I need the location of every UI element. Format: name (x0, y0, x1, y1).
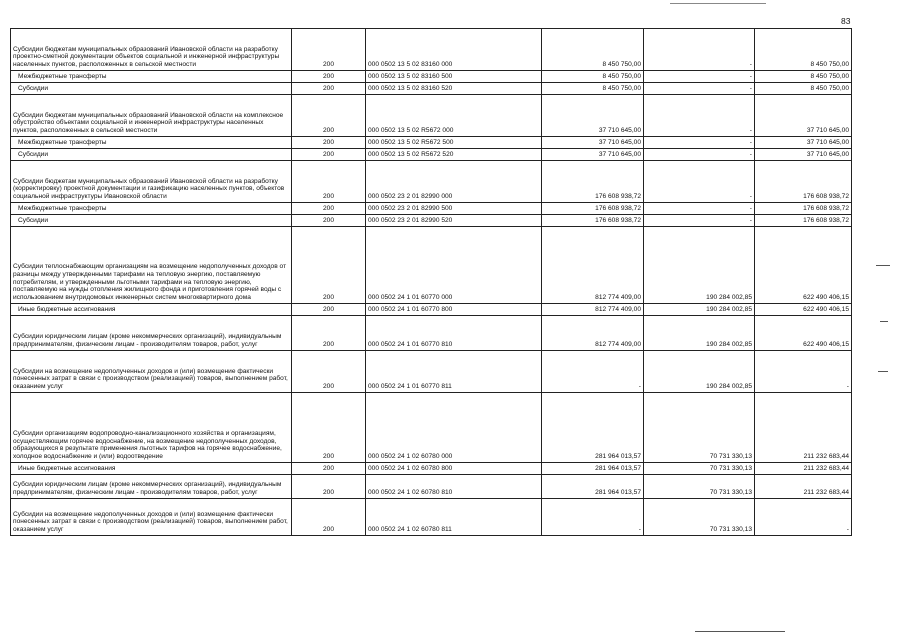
row-remaining-amount: 176 608 938,72 (755, 161, 852, 203)
row-line-code: 200 (292, 475, 366, 499)
row-approved-amount: 812 774 409,00 (542, 304, 644, 316)
row-line-code: 200 (292, 203, 366, 215)
table-row (11, 393, 852, 463)
row-approved-amount: - (542, 499, 644, 536)
row-remaining-amount: 211 232 683,44 (755, 393, 852, 463)
row-description: Межбюджетные трансферты (11, 137, 292, 149)
row-description: Субсидии юридическим лицам (кроме некоммерческих организаций), индивидуальным предпринимателям, физическим лицам - производителям товаров, работ, услуг (11, 475, 292, 499)
row-budget-code: 000 0502 13 5 02 R5672 000 (366, 95, 542, 137)
row-remaining-amount: 211 232 683,44 (755, 475, 852, 499)
row-remaining-amount: 622 490 406,15 (755, 316, 852, 351)
page-number: 83 (841, 16, 851, 26)
row-remaining-amount: 622 490 406,15 (755, 227, 852, 304)
row-description: Субсидии бюджетам муниципальных образований Ивановской области на разработку (корректировку) проектной документации и газификацию населенных пунктов, объектов социальной инфраструктуры Ивановской области (11, 161, 292, 203)
row-line-code: 200 (292, 137, 366, 149)
row-line-code: 200 (292, 95, 366, 137)
row-remaining-amount: 8 450 750,00 (755, 29, 852, 71)
row-approved-amount: 8 450 750,00 (542, 71, 644, 83)
row-approved-amount: 37 710 645,00 (542, 149, 644, 161)
row-budget-code: 000 0502 23 2 01 82990 000 (366, 161, 542, 203)
row-remaining-amount: 622 490 406,15 (755, 304, 852, 316)
table-row (11, 83, 852, 95)
row-description: Иные бюджетные ассигнования (11, 463, 292, 475)
row-line-code: 200 (292, 29, 366, 71)
row-description: Субсидии бюджетам муниципальных образований Ивановской области на разработку проектно-сметной документации объектов социальной и инженерной инфраструктуры населенных пунктов, расположенных в сельской местности (11, 29, 292, 71)
row-description: Субсидии теплоснабжающим организациям на возмещение недополученных доходов от разницы между утвержденными тарифами на тепловую энергию, поставляемую потребителям, и утвержденными льготными тарифами на тепловую энергию, поставляемую на нужды отопления жилищного фонда и приготовления горячей воды с использованием внутридомовых инженерных систем многоквартирного дома (11, 227, 292, 304)
row-approved-amount: 281 964 013,57 (542, 475, 644, 499)
row-line-code: 200 (292, 149, 366, 161)
row-approved-amount: 812 774 409,00 (542, 227, 644, 304)
row-executed-amount: - (644, 203, 755, 215)
table-row (11, 95, 852, 137)
row-executed-amount: - (644, 29, 755, 71)
row-budget-code: 000 0502 24 1 01 60770 810 (366, 316, 542, 351)
row-description: Межбюджетные трансферты (11, 203, 292, 215)
top-rule (670, 3, 766, 4)
row-description: Субсидии (11, 215, 292, 227)
row-line-code: 200 (292, 393, 366, 463)
row-remaining-amount: 211 232 683,44 (755, 463, 852, 475)
margin-mark (876, 265, 890, 266)
margin-mark (878, 371, 888, 372)
row-remaining-amount: - (755, 351, 852, 393)
row-executed-amount: 70 731 330,13 (644, 499, 755, 536)
row-description: Субсидии организациям водопроводно-канализационного хозяйства и организациям, осуществляющим горячее водоснабжение, на возмещение недополученных доходов, образующихся в результате применения льготных тарифов на горячее водоснабжение, холодное водоснабжение и (или) водоотведение (11, 393, 292, 463)
row-line-code: 200 (292, 463, 366, 475)
table-row (11, 316, 852, 351)
row-executed-amount: 70 731 330,13 (644, 463, 755, 475)
row-budget-code: 000 0502 13 5 02 R5672 520 (366, 149, 542, 161)
row-remaining-amount: 8 450 750,00 (755, 71, 852, 83)
row-executed-amount: - (644, 215, 755, 227)
row-description: Субсидии на возмещение недополученных доходов и (или) возмещение фактически понесенных затрат в связи с производством (реализацией) товаров, выполнением работ, оказанием услуг (11, 351, 292, 393)
row-line-code: 200 (292, 316, 366, 351)
row-line-code: 200 (292, 304, 366, 316)
row-remaining-amount: 176 608 938,72 (755, 203, 852, 215)
row-description: Субсидии (11, 83, 292, 95)
row-budget-code: 000 0502 24 1 02 60780 800 (366, 463, 542, 475)
row-executed-amount: 190 284 002,85 (644, 316, 755, 351)
row-description: Иные бюджетные ассигнования (11, 304, 292, 316)
table-row (11, 463, 852, 475)
row-description: Межбюджетные трансферты (11, 71, 292, 83)
table-row (11, 227, 852, 304)
row-budget-code: 000 0502 24 1 02 60780 810 (366, 475, 542, 499)
row-line-code: 200 (292, 83, 366, 95)
row-executed-amount: 70 731 330,13 (644, 393, 755, 463)
table-row (11, 475, 852, 499)
row-line-code: 200 (292, 71, 366, 83)
row-approved-amount: 176 608 938,72 (542, 161, 644, 203)
table-row (11, 203, 852, 215)
row-remaining-amount: - (755, 499, 852, 536)
table-row (11, 71, 852, 83)
row-line-code: 200 (292, 227, 366, 304)
row-executed-amount: 190 284 002,85 (644, 304, 755, 316)
margin-mark (880, 321, 888, 322)
row-budget-code: 000 0502 23 2 01 82990 500 (366, 203, 542, 215)
table-row (11, 149, 852, 161)
row-budget-code: 000 0502 23 2 01 82990 520 (366, 215, 542, 227)
row-line-code: 200 (292, 499, 366, 536)
row-approved-amount: - (542, 351, 644, 393)
row-description: Субсидии на возмещение недополученных доходов и (или) возмещение фактически понесенных затрат в связи с производством (реализацией) товаров, выполнением работ, оказанием услуг (11, 499, 292, 536)
row-approved-amount: 8 450 750,00 (542, 29, 644, 71)
row-budget-code: 000 0502 24 1 01 60770 811 (366, 351, 542, 393)
row-approved-amount: 8 450 750,00 (542, 83, 644, 95)
row-executed-amount: 190 284 002,85 (644, 351, 755, 393)
table-row (11, 161, 852, 203)
row-remaining-amount: 37 710 645,00 (755, 137, 852, 149)
table-row (11, 499, 852, 536)
table-row (11, 137, 852, 149)
row-remaining-amount: 37 710 645,00 (755, 95, 852, 137)
row-remaining-amount: 176 608 938,72 (755, 215, 852, 227)
row-executed-amount: - (644, 71, 755, 83)
row-approved-amount: 176 608 938,72 (542, 215, 644, 227)
row-description: Субсидии (11, 149, 292, 161)
row-line-code: 200 (292, 215, 366, 227)
row-budget-code: 000 0502 13 5 02 83160 000 (366, 29, 542, 71)
row-executed-amount: - (644, 95, 755, 137)
row-remaining-amount: 8 450 750,00 (755, 83, 852, 95)
row-executed-amount: - (644, 83, 755, 95)
row-executed-amount: - (644, 161, 755, 203)
row-budget-code: 000 0502 13 5 02 R5672 500 (366, 137, 542, 149)
row-description: Субсидии бюджетам муниципальных образований Ивановской области на комплексное обустройство объектами социальной и инженерной инфраструктуры населенных пунктов, расположенных в сельской местности (11, 95, 292, 137)
budget-execution-table (10, 28, 852, 536)
row-budget-code: 000 0502 13 5 02 83160 520 (366, 83, 542, 95)
row-line-code: 200 (292, 161, 366, 203)
row-budget-code: 000 0502 24 1 02 60780 811 (366, 499, 542, 536)
row-description: Субсидии юридическим лицам (кроме некоммерческих организаций), индивидуальным предпринимателям, физическим лицам - производителям товаров, работ, услуг (11, 316, 292, 351)
row-budget-code: 000 0502 13 5 02 83160 500 (366, 71, 542, 83)
bottom-rule (695, 631, 785, 632)
row-line-code: 200 (292, 351, 366, 393)
table-row (11, 304, 852, 316)
table-row (11, 215, 852, 227)
table-row (11, 29, 852, 71)
row-approved-amount: 281 964 013,57 (542, 463, 644, 475)
row-approved-amount: 37 710 645,00 (542, 95, 644, 137)
row-budget-code: 000 0502 24 1 02 60780 000 (366, 393, 542, 463)
row-approved-amount: 176 608 938,72 (542, 203, 644, 215)
row-executed-amount: 190 284 002,85 (644, 227, 755, 304)
row-approved-amount: 281 964 013,57 (542, 393, 644, 463)
row-remaining-amount: 37 710 645,00 (755, 149, 852, 161)
row-executed-amount: - (644, 149, 755, 161)
row-budget-code: 000 0502 24 1 01 60770 000 (366, 227, 542, 304)
table-row (11, 351, 852, 393)
row-approved-amount: 812 774 409,00 (542, 316, 644, 351)
row-executed-amount: 70 731 330,13 (644, 475, 755, 499)
row-executed-amount: - (644, 137, 755, 149)
row-budget-code: 000 0502 24 1 01 60770 800 (366, 304, 542, 316)
row-approved-amount: 37 710 645,00 (542, 137, 644, 149)
